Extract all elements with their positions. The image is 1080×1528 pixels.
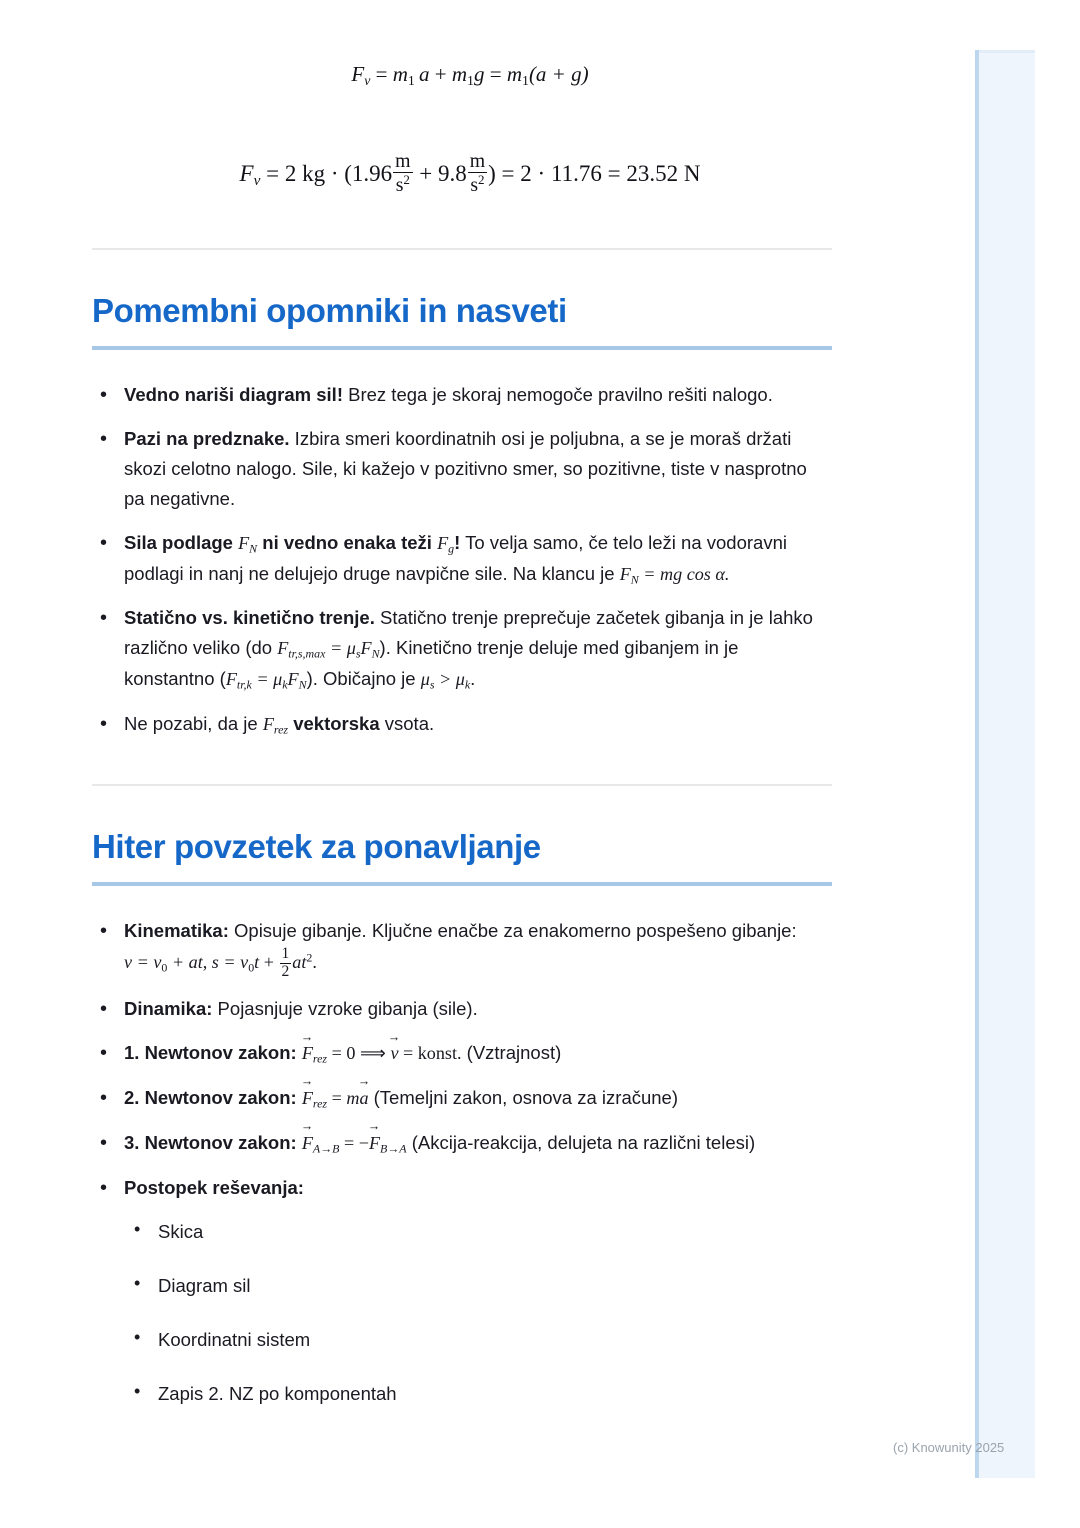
list-item <box>0 380 940 410</box>
bullet-4-math-1-base: F <box>277 638 289 659</box>
summary-1-math-at2-sup: 2 <box>306 950 313 965</box>
summary-1-math-v: v <box>124 951 133 972</box>
eq2-unit-1 <box>393 151 412 196</box>
procedure-sublist <box>124 1218 828 1407</box>
eq2-unit-1-den-base: s <box>395 174 404 196</box>
bullet-5-math: F <box>262 713 274 734</box>
eq1-lhs-sub: v <box>364 72 371 88</box>
bullet-3-math-2-sub: g <box>448 541 455 556</box>
summary-list <box>0 916 940 1407</box>
list-item <box>0 1128 940 1159</box>
bullet-3-text: To velja samo, če telo leži na vodoravni podlagi in nanj ne delujejo druge navpične sile. Na klancu je <box>124 531 787 584</box>
summary-4-text: (Temeljni zakon, osnova za izračune) <box>368 1087 679 1109</box>
eq1-m1: m <box>392 62 408 86</box>
tips-list <box>0 380 940 739</box>
summary-5-text: (Akcija-reakcija, delujeta na različni telesi) <box>406 1131 756 1153</box>
eq1-m2: m <box>451 62 468 86</box>
eq2-mid: 11.76 <box>550 160 602 186</box>
eq2-value-1: 1.96 <box>351 160 393 186</box>
bullet-4-math-2-rest-sub: k <box>282 677 288 692</box>
bullet-5-math-sub: rez <box>273 722 289 737</box>
eq2-result: 23.52 N <box>626 160 701 186</box>
eq1-m2-sub: 1 <box>467 72 474 88</box>
eq2-unit-2-num: m <box>469 149 486 172</box>
bullet-3-bold-2: ni vedno enaka teži <box>262 531 432 553</box>
summary-3-vector-f-sub: rez <box>312 1051 328 1066</box>
bullet-4-math-1-rest-2-sub: N <box>371 646 380 661</box>
list-item <box>0 528 940 589</box>
list-item: • Skica <box>124 1218 828 1246</box>
eq2-unit-2-den <box>468 172 487 196</box>
eq1-group: (a + g) <box>528 62 589 86</box>
page-edge-panel-highlight <box>979 50 1035 53</box>
bullet-4-bold: Statično vs. kinetično trenje. <box>124 607 375 629</box>
bullet-4-math-2-base: F <box>225 668 237 689</box>
summary-1-bold: Kinematika: <box>124 920 229 942</box>
summary-4-vector-a: a → <box>359 1084 368 1113</box>
bullet-4-text-1: Statično trenje preprečuje začetek gibanja in je lahko različno veliko (do <box>124 607 813 659</box>
bullet-1-text: Brez tega je skoraj nemogoče pravilno rešiti nalogo. <box>342 383 773 405</box>
bullet-4-math-1-rest-sub: s <box>355 646 361 661</box>
summary-5-math-eq: = − <box>339 1132 369 1153</box>
summary-2-bold: Dinamika: <box>124 998 213 1020</box>
summary-1-frac-num: 1 <box>281 945 290 963</box>
eq1-m3: m <box>506 62 522 86</box>
eq2-unit-1-den <box>393 172 412 196</box>
bullet-2-text: Izbira smeri koordinatnih osi je poljubna, a se je moraš držati skozi celotno nalogo. Sile, ki kažejo v pozitivno smer, so pozitivne, tiste v nasprotno pa negativne. <box>124 427 807 509</box>
eq2-unit-1-num: m <box>395 149 411 172</box>
list-item: • Zapis 2. NZ po komponentah <box>124 1380 828 1408</box>
bullet-3-math-1: F <box>238 532 250 553</box>
summary-4-math-eq: = <box>327 1088 347 1109</box>
eq2-unit-2-den-base: s <box>470 174 479 196</box>
summary-6-bold: Postopek reševanja: <box>124 1176 304 1198</box>
list-item: • Koordinatni sistem <box>124 1326 828 1354</box>
summary-1-math-comma: , <box>202 951 212 972</box>
summary-1-math-at: + at <box>167 951 203 972</box>
summary-1-math-s: s <box>211 951 219 972</box>
summary-1-fraction-half <box>280 946 292 980</box>
summary-2-text: Pojasnjuje vzroke gibanja (sile). <box>212 998 478 1020</box>
bullet-4-text-4: . <box>470 667 476 689</box>
bullet-4-text-2: ). Kinetično trenje deluje med gibanjem in je konstantno ( <box>124 637 739 689</box>
bullet-4-text-3: ). Običajno je <box>306 667 421 689</box>
eq2-unit-2-den-exp: 2 <box>478 171 485 187</box>
summary-4-vector-f-sub: rez <box>312 1096 328 1111</box>
summary-4-bold: 2. Newtonov zakon: <box>124 1087 297 1109</box>
summary-5-bold: 3. Newtonov zakon: <box>124 1131 297 1153</box>
summary-5-vector-f-ab: F → <box>302 1129 313 1158</box>
summary-1-math-s-eq: = v <box>218 951 249 972</box>
section-divider <box>92 784 832 786</box>
section-divider <box>92 248 832 250</box>
equation-force-symbolic: $F_v = m_1$ $a + m_1g = m_1(a + g)$ <box>351 62 589 88</box>
bullet-4-math-2-rest: = μ <box>251 668 283 689</box>
bullet-4-math-1-rest: = μ <box>325 638 356 659</box>
list-item: • Diagram sil <box>124 1272 828 1300</box>
bullet-4-math-3: μ <box>420 668 430 689</box>
bullet-4-math-2-rest-2-sub: N <box>298 677 307 692</box>
bullet-2-bold: Pazi na predznake. <box>124 427 290 449</box>
summary-5-vector-f-ba: F → <box>369 1129 380 1158</box>
bullet-3-math-3-rest: = mg cos α. <box>638 563 730 584</box>
eq1-g: g <box>473 62 485 86</box>
section-heading-underline <box>92 346 832 350</box>
list-item <box>0 1083 940 1114</box>
copyright-watermark: (c) Knowunity 2025 <box>893 1440 1005 1455</box>
eq2-mass: 2 kg <box>284 160 326 186</box>
eq1-m3-sub: 1 <box>522 72 529 88</box>
summary-3-bold: 1. Newtonov zakon: <box>124 1042 297 1064</box>
bullet-3-math-1-sub: N <box>249 541 258 556</box>
summary-1-math-period: . <box>312 951 317 972</box>
bullet-5-bold: vektorska <box>288 712 380 734</box>
list-item <box>0 603 940 694</box>
eq1-a: a <box>419 62 430 86</box>
equation-force-numeric: $F_v = 2$ kg · (1.96 $\frac{m}{s^2}$ + 9.8 $\frac{m}{s^2}$ ) = 2 · 11.76 = 23.52 N <box>239 149 701 196</box>
eq2-unit-2 <box>468 151 487 196</box>
summary-1-math-v0-sub: 0 <box>161 960 168 975</box>
bullet-4-math-1-rest-2: F <box>360 638 372 659</box>
section-heading-underline <box>92 882 832 886</box>
summary-3-vector-f: F → <box>302 1039 313 1068</box>
eq2-lhs: F <box>239 160 254 186</box>
bullet-4-math-1-sub: tr,s,max <box>288 646 326 661</box>
summary-1-math-plus: + <box>259 951 279 972</box>
eq2-lhs-sub: v <box>253 171 261 189</box>
summary-3-text: (Vztrajnost) <box>461 1042 562 1064</box>
bullet-3-bold-1: Sila podlage <box>124 531 233 553</box>
summary-1-text: Opisuje gibanje. Ključne enačbe za enakomerno pospešeno gibanje: <box>228 920 797 942</box>
list-item <box>0 994 940 1024</box>
list-item <box>0 1173 940 1408</box>
eq2-factor: 2 <box>520 160 532 186</box>
list-item <box>0 424 940 514</box>
section-heading-tips: Pomembni opomniki in nasveti <box>92 291 567 329</box>
eq1-m1-sub: 1 <box>407 72 415 88</box>
summary-1-math-t: t <box>254 951 260 972</box>
section-heading-summary: Hiter povzetek za ponavljanje <box>92 828 541 866</box>
bullet-3-math-3: F <box>619 563 631 584</box>
page-edge-panel <box>975 50 1035 1478</box>
summary-1-math-eq: = v <box>132 951 162 972</box>
bullet-4-math-2-sub: tr,k <box>236 677 252 692</box>
bullet-1-bold: Vedno nariši diagram sil! <box>124 383 343 405</box>
bullet-4-math-3-sub: s <box>429 677 435 692</box>
bullet-4-math-3-op: > μ <box>434 668 465 689</box>
list-item <box>0 709 940 740</box>
implies-arrow-icon: ⟹ <box>359 1043 386 1064</box>
summary-1-math-s0-sub: 0 <box>248 960 255 975</box>
eq2-value-2: 9.8 <box>438 160 467 186</box>
summary-5-vector-f-ba-sub: B→A <box>380 1141 407 1156</box>
bullet-4-math-3-sub2: k <box>464 677 471 692</box>
list-item <box>0 1038 940 1069</box>
summary-1-frac-den: 2 <box>281 962 290 980</box>
bullet-3-math-2: F <box>437 532 449 553</box>
summary-1-math-at2: at <box>292 951 307 972</box>
summary-5-vector-f-ab-sub: A→B <box>312 1141 340 1156</box>
bullet-4-math-2-rest-2: F <box>287 668 299 689</box>
bullet-3-bold-3: ! <box>454 531 461 553</box>
eq2-unit-1-den-exp: 2 <box>403 171 410 187</box>
summary-3-vector-v: v → <box>390 1039 398 1068</box>
summary-4-math-m: m <box>346 1088 360 1109</box>
list-item <box>0 916 940 980</box>
eq1-lhs: F <box>351 62 365 86</box>
summary-3-math-konst: = konst. <box>398 1043 462 1064</box>
bullet-5-text-1: Ne pozabi, da je <box>124 712 263 734</box>
bullet-3-math-3-sub: N <box>630 571 639 586</box>
summary-4-vector-f: F → <box>302 1084 313 1113</box>
summary-3-math-eq: = 0 <box>327 1043 356 1064</box>
bullet-5-text-2: vsota. <box>379 712 435 734</box>
